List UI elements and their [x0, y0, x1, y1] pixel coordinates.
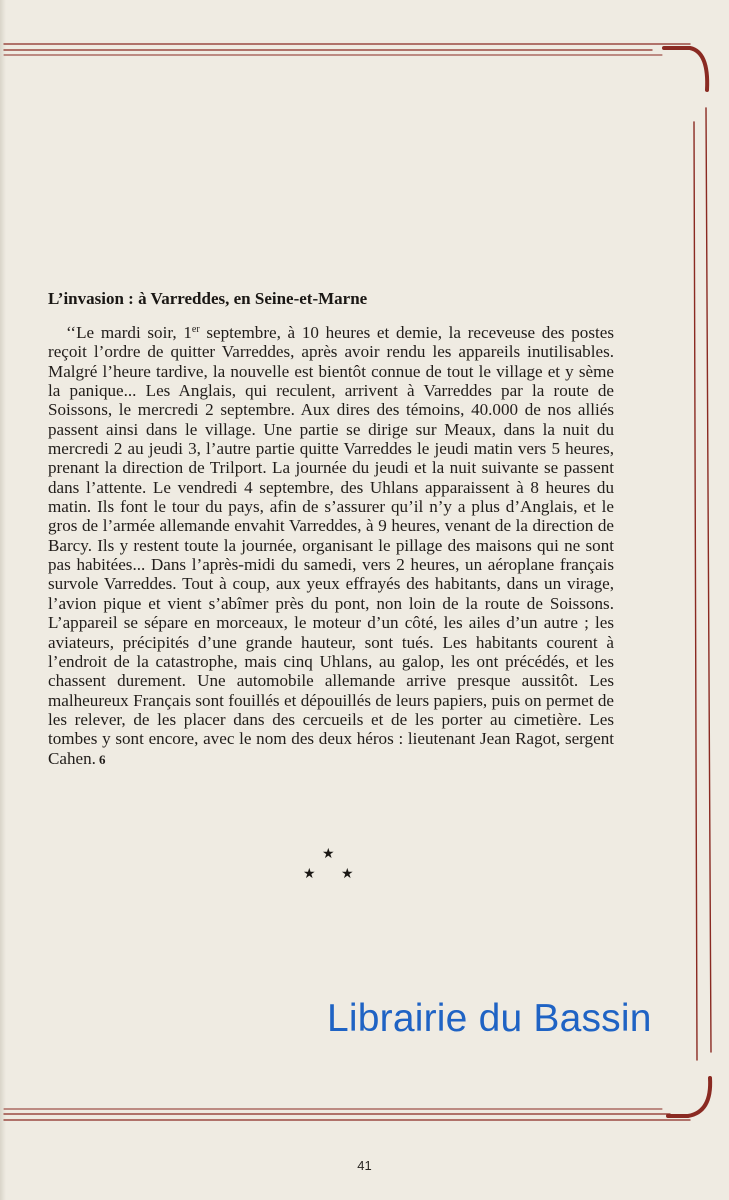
- body-text-rest: septembre, à 10 heures et demie, la receveuse des postes reçoit l’ordre de quitter Varreddes, après avoir rendu les appareils inutilisables. Malgré l’heure tardive, la nouvelle est bientôt connue de tout le village et y sème la panique... Les Anglais, qui reculent, arrivent à Varreddes par la route de Soissons, le mercredi 2 septembre. Aux dires des témoins, 40.000 de nos alliés passent ainsi dans le village. Une partie se dirige sur Meaux, dans la nuit du mercredi 2 au jeudi 3, l’autre partie quitte Varreddes le jeudi matin vers 5 heures, prenant la direction de Trilport. La journée du jeudi et la nuit suivante se passent dans l’attente. Le vendredi 4 septembre, des Uhlans apparaissent à 8 heures du matin. Ils font le tour du pays, afin de s’assurer qu’il n’y a plus d’Anglais, et le gros de l’armée allemande envahit Varreddes, à 9 heures, venant de la direction de Barcy. Ils y restent toute la journée, organisant le pillage des maisons qui ne sont pas habitées... Dans l’après-midi du samedi, vers 2 heures, un aéroplane français survole Varreddes. Tout à coup, aux yeux effrayés des habitants, dans un virage, l’avion pique et vient s’abîmer près du pont, non loin de la route de Soissons. L’appareil se sépare en morceaux, le moteur d’un côté, les ailes d’un autre ; les aviateurs, précipités d’une grande hauteur, sont tués. Les habitants courent à l’endroit de la catastrophe, mais cinq Uhlans, au galop, les ont précédés, et les chassent durement. Une automobile allemande arrive presque aussitôt. Les malheureux Français sont fouillés et dépouillés de leurs papiers, puis on permet de les relever, de les placer dans des cercueils et de les porter au cimetière. Les tombes y sont encore, avec le nom des deux héros : lieutenant Jean Ragot, sergent Cahen.: [48, 323, 614, 768]
- watermark-text: Librairie du Bassin: [327, 997, 652, 1040]
- star-icon-left: ★: [303, 867, 316, 882]
- body-paragraph: [48, 323, 614, 769]
- section-title: L’invasion : à Varreddes, en Seine-et-Marne: [48, 289, 368, 308]
- star-icon-right: ★: [341, 867, 354, 882]
- page-number: 41: [357, 1158, 372, 1173]
- section-separator: [300, 846, 360, 886]
- body-text-start: ‘‘Le mardi soir, 1: [66, 323, 192, 342]
- footnote-reference: 6: [98, 751, 106, 767]
- ordinal-superscript: er: [191, 324, 200, 335]
- star-icon-top: ★: [322, 847, 335, 862]
